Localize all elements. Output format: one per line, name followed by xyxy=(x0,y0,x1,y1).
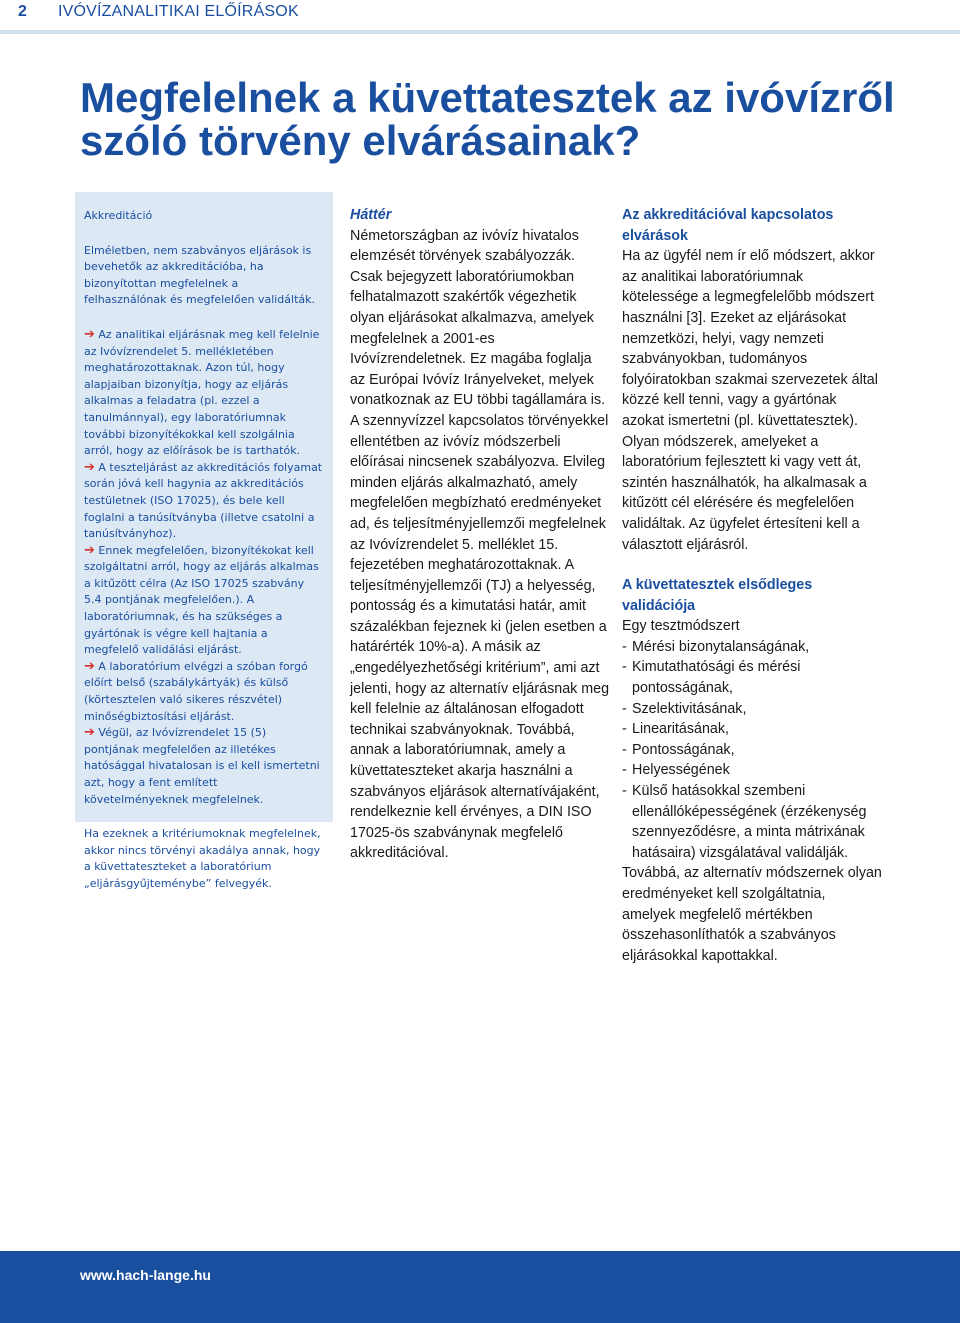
arrow-right-icon: ➔ xyxy=(84,542,95,558)
validation-list xyxy=(622,637,882,864)
sidebar-point: ➔ A teszteljárást az akkreditációs folyamat során jóvá kell hagynia az akkreditációs testületnek (ISO 17025), és bele kell foglalni a tanúsítványba (illetve csatolni a tanúsítványhoz). xyxy=(84,459,323,541)
arrow-right-icon: ➔ xyxy=(84,725,95,741)
arrow-right-icon: ➔ xyxy=(84,658,95,674)
list-item: - Linearitásának, xyxy=(622,721,729,738)
sidebar-point: ➔ A laboratórium elvégzi a szóban forgó előírt belső (szabálykártyák) és külső (körtesztelen való sikeres részvétel) minőségbiztosítási eljárást. xyxy=(84,658,308,723)
website-link[interactable]: www.hach-lange.hu xyxy=(80,1267,211,1283)
list-item: - Mérési bizonytalanságának, xyxy=(622,638,810,655)
validation-list-intro: Egy tesztmódszert xyxy=(622,618,740,635)
page-number: 2 xyxy=(18,3,27,20)
arrow-right-icon: ➔ xyxy=(84,326,95,342)
sidebar-outro: Ha ezeknek a kritériumoknak megfelelnek, akkor nincs törvényi akadálya annak, hogy a küvettateszteket a laboratórium „eljárásgyűjteménybe” felvegyék. xyxy=(84,827,321,890)
header-rule xyxy=(0,30,960,34)
sidebar-title: Akkreditáció xyxy=(84,209,153,222)
sidebar-point: ➔ Végül, az Ivóvízrendelet 15 (5) pontjának megfelelően az illetékes hatósággal hivatalosan is el kell ismertetni azt, hogy a fent említett követelményeknek megfelelnek. xyxy=(84,725,320,806)
sidebar-point: ➔ Az analitikai eljárásnak meg kell felelnie az Ivóvízrendelet 5. mellékletében meghatározottaknak. Azon túl, hogy alapjaiban bizonyítja, hogy az eljárás alkalmas a feladatra (pl. ezzel a tanulmánnyal), egy laboratóriumnak további bizonyítékokkal kell szolgálnia arról, hogy az előírások be is tarthatók. xyxy=(84,326,320,458)
accreditation-requirements-heading: Az akkreditációval kapcsolatos elvárások xyxy=(622,207,834,244)
list-item: - Kimutathatósági és mérési pontosságának, xyxy=(622,659,801,697)
list-item: - Pontosságának, xyxy=(622,741,735,758)
page-title: Megfelelnek a küvettatesztek az ivóvízről szóló törvény elvárásainak? xyxy=(80,74,895,164)
requirements-column xyxy=(622,205,882,966)
arrow-right-icon: ➔ xyxy=(84,459,95,475)
list-item: - Helyességének xyxy=(622,762,730,779)
background-paragraph: A szennyvízzel kapcsolatos törvényekkel ellentétben az ivóvíz módszerbeli előírásai nincsenek szabályozva. Elvileg minden eljárás alkalmazható, amely megfelelően megbízható eredményeket ad, és teljesítményjellemzői megfelelnek az Ivóvízrendelet 5. melléklet 15. fejezetében meghatározottaknak. A teljesítményjellemzői (TJ) a helyesség, pontosság és a kimutatási határ, amit százalékban fejeznek ki (jelen esetben a határérték 10%-a). A másik az „engedélyezhetőségi kritérium”, ami azt jelenti, hogy az alternatív eljárásnak meg kell felelnie az általánosan elfogadott technikai szabványoknak. Továbbá, annak a laboratóriumnak, amely a küvettateszteket akarja használni a szabványos eljárások alternatívájaként, rendelkeznie kell érvényes, a DIN ISO 17025-ös szabványnak megfelelő akkreditációval. xyxy=(350,412,610,862)
primary-validation-heading: A küvettatesztek elsődleges validációja xyxy=(622,577,813,614)
section-title: IVÓVÍZANALITIKAI ELŐÍRÁSOK xyxy=(58,3,299,20)
accreditation-sidebar xyxy=(75,192,333,890)
list-item: - Szelektivitásának, xyxy=(622,700,747,717)
background-heading: Háttér xyxy=(350,207,392,223)
sidebar-point: ➔ Ennek megfelelően, bizonyítékokat kell szolgáltatni arról, hogy az eljárás alkalmas a kitűzött célra (Az ISO 17025 szabvány 5.4 pontjának megfelelően.). A laboratóriumnak, és ha szükséges a gyártónak is végre kell hajtania a megfelelő validálási eljárást. xyxy=(84,542,319,657)
list-item: - Külső hatásokkal szembeni ellenállóképességének (érzékenység szennyeződésre, a minta mátrixának hatásaira) vizsgálatával validálják. xyxy=(622,783,867,861)
accreditation-requirements-paragraph: Ha az ügyfél nem ír elő módszert, akkor az analitikai laboratóriumnak kötelessége a legmegfelelőbb módszert használni [3]. Ezeket az eljárásokat nemzetközi, helyi, vagy nemzeti szabványokban, tudományos folyóiratokban szakmai szervezetek által közzé kell tenni, vagy a gyártónak azokat ismertetni (pl. küvettatesztek). Olyan módszerek, amelyeket a laboratórium fejlesztett ki vagy vett át, szintén használhatók, ha alkalmasak a kitűzött cél elérésére és megfelelően validáltak. Az ügyfelet értesíteni kell a választott eljárásról. xyxy=(622,248,878,553)
background-paragraph: Németországban az ivóvíz hivatalos elemzését törvények szabályozzák. Csak bejegyzett laboratóriumokban felhatalmazott szakértők végezhetik olyan eljárásokat alkalmazva, amelyek megfelelnek a 2001-es Ivóvízrendeletnek. Ez magába foglalja az Európai Ivóvíz Irányelveket, melyek vonatkoznak az EU többi tagállamára is. xyxy=(350,227,606,409)
footer-bar xyxy=(0,1251,960,1323)
sidebar-intro: Elméletben, nem szabványos eljárások is bevehetők az akkreditációba, ha bizonyítottan megfelelnek a felhasználónak és megfelelően validálták. xyxy=(84,243,315,307)
background-column xyxy=(350,205,610,864)
closing-paragraph: Továbbá, az alternatív módszernek olyan eredményeket kell szolgáltatnia, amelyek megfelelő mértékben összehasonlíthatók a szabványos eljárásokkal kapottakkal. xyxy=(622,865,882,964)
